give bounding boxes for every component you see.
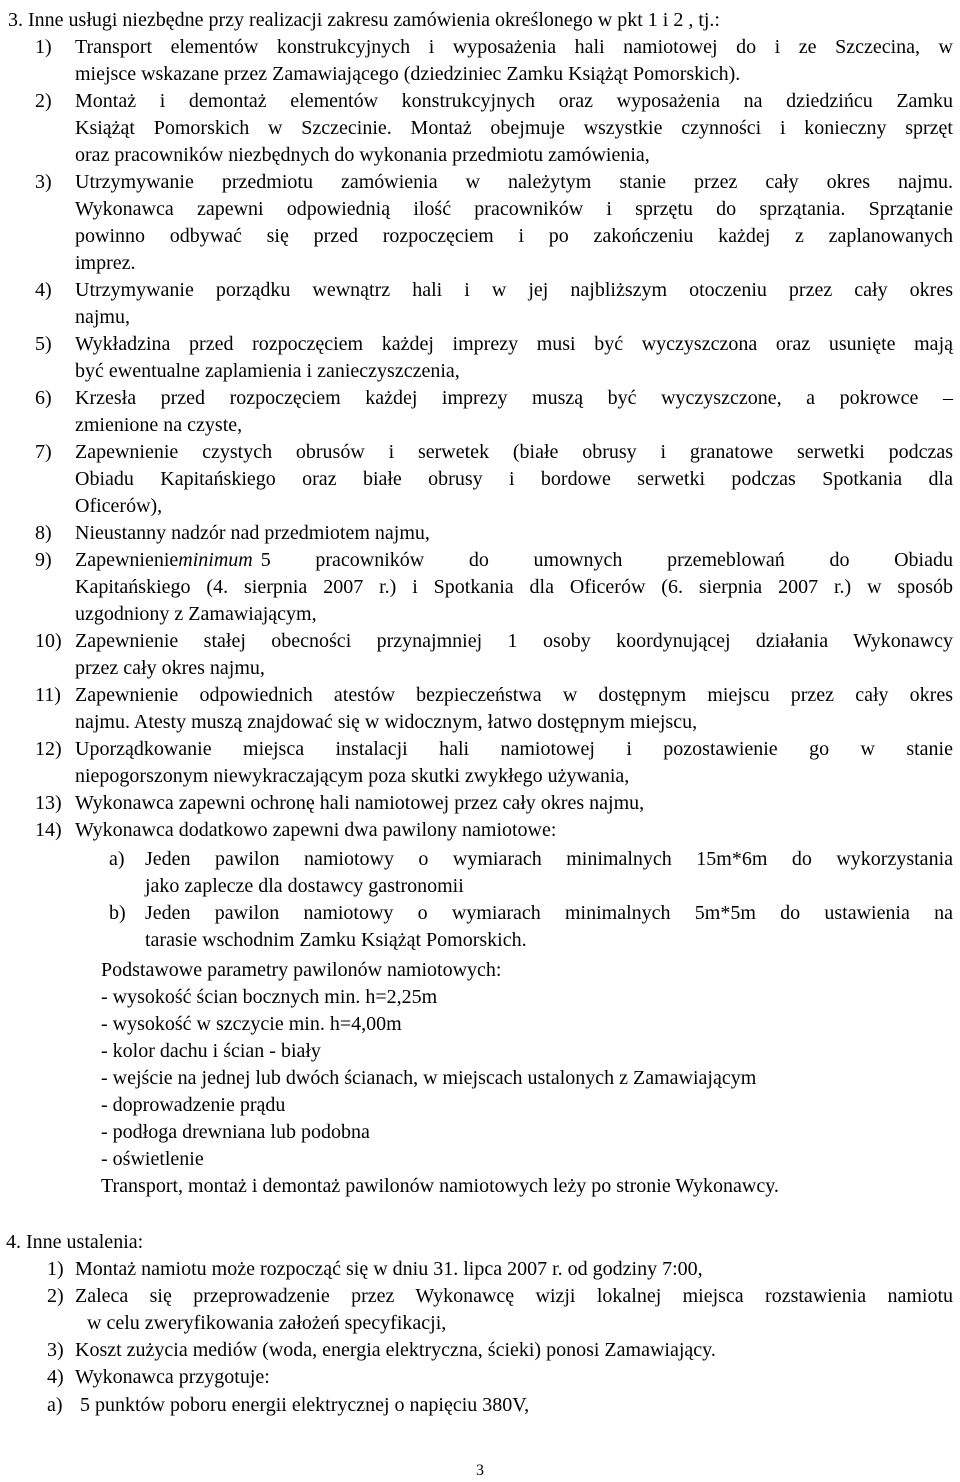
item-number: 3) <box>35 171 52 193</box>
item-number: 7) <box>35 441 52 463</box>
item-9-text-end: 5 pracowników do umownych przemeblowań do Obiadu <box>260 549 953 571</box>
item-number: 11) <box>35 684 61 706</box>
item-text-line: uzgodniony z Zamawiającym, <box>75 603 317 625</box>
item-text-line: Uporządkowanie miejsca instalacji hali namiotowej i pozostawienie go w stanie <box>75 738 953 760</box>
item-text-line: powinno odbywać się przed rozpoczęciem i po zakończeniu każdej z zaplanowanych <box>75 225 953 247</box>
item-text-line: niepogorszonym niewykraczającym poza skutki zwykłego używania, <box>75 765 630 787</box>
item-number: 6) <box>35 387 52 409</box>
item-text-line: Obiadu Kapitańskiego oraz białe obrusy i bordowe serwetki podczas Spotkania dla <box>75 468 953 490</box>
item-text-line: Koszt zużycia mediów (woda, energia elektryczna, ścieki) ponosi Zamawiający. <box>75 1339 716 1361</box>
item-number: 4) <box>47 1366 64 1388</box>
item-text-line: najmu, <box>75 306 130 328</box>
item-text-line: Krzesła przed rozpoczęciem każdej imprezy muszą być wyczyszczone, a pokrowce – <box>75 387 953 409</box>
item-number: 2) <box>35 90 52 112</box>
item-text-line: przez cały okres najmu, <box>75 657 265 679</box>
subitem-text-line: tarasie wschodnim Zamku Książąt Pomorskich. <box>145 929 527 951</box>
item-text-line: Wykonawca przygotuje: <box>75 1366 270 1388</box>
item-text-line: Wykonawca zapewni ochronę hali namiotowej przez cały okres najmu, <box>75 792 645 814</box>
page-number: 3 <box>476 1462 484 1479</box>
item-text-line: Wykonawca zapewni odpowiednią ilość pracowników i sprzętu do sprzątania. Sprzątanie <box>75 198 953 220</box>
subitem-letter: a) <box>109 848 125 870</box>
item-number: 12) <box>35 738 62 760</box>
item-text-line: Oficerów), <box>75 495 163 517</box>
item-text-line: miejsce wskazane przez Zamawiającego (dziedziniec Zamku Książąt Pomorskich). <box>75 63 741 85</box>
item-text-line: Montaż i demontaż elementów konstrukcyjnych oraz wyposażenia na dziedzińcu Zamku <box>75 90 953 112</box>
subitem-text-line: Jeden pawilon namiotowy o wymiarach minimalnych 5m*5m do ustawienia na <box>145 902 953 924</box>
item-text-line: Wykonawca dodatkowo zapewni dwa pawilony namiotowe: <box>75 819 557 841</box>
params-item: - podłoga drewniana lub podobna <box>101 1121 370 1143</box>
subitem-letter: b) <box>109 902 126 924</box>
item-text-line-mixed <box>75 547 953 574</box>
item-number: 1) <box>35 36 52 58</box>
item-number: 3) <box>47 1339 64 1361</box>
item-number: 14) <box>35 819 62 841</box>
item-text-line: Książąt Pomorskich w Szczecinie. Montaż obejmuje wszystkie czynności i konieczny sprzęt <box>75 117 953 139</box>
item-text-line: Wykładzina przed rozpoczęciem każdej imprezy musi być wyczyszczona oraz usunięte mają <box>75 333 953 355</box>
item-9-text-start: Zapewnienie <box>75 549 179 571</box>
params-item: - kolor dachu i ścian - biały <box>101 1040 321 1062</box>
item-number: 10) <box>35 630 62 652</box>
item-text-line: Zapewnienie czystych obrusów i serwetek (białe obrusy i granatowe serwetki podczas <box>75 441 953 463</box>
item-text-line: zmienione na czyste, <box>75 414 243 436</box>
item-number: 1) <box>47 1258 64 1280</box>
item-text-line: Zapewnienie odpowiednich atestów bezpieczeństwa w dostępnym miejscu przez cały okres <box>75 684 953 706</box>
subitem-text-line: Jeden pawilon namiotowy o wymiarach minimalnych 15m*6m do wykorzystania <box>145 848 953 870</box>
item-text-line: Utrzymywanie porządku wewnątrz hali i w jej najbliższym otoczeniu przez cały okres <box>75 279 953 301</box>
item-number: 9) <box>35 549 52 571</box>
section-3-heading: 3. Inne usługi niezbędne przy realizacji zakresu zamówienia określonego w pkt 1 i 2 , tj.: <box>8 9 720 31</box>
item-text-line: Kapitańskiego (4. sierpnia 2007 r.) i Spotkania dla Oficerów (6. sierpnia 2007 r.) w sposób <box>75 576 953 598</box>
item-text-line: najmu. Atesty muszą znajdować się w widocznym, łatwo dostępnym miejscu, <box>75 711 698 733</box>
item-number: 5) <box>35 333 52 355</box>
params-item: - wejście na jednej lub dwóch ścianach, w miejscach ustalonych z Zamawiającym <box>101 1067 757 1089</box>
item-text-line: być ewentualne zaplamienia i zanieczyszczenia, <box>75 360 460 382</box>
item-text-line: Montaż namiotu może rozpocząć się w dniu 31. lipca 2007 r. od godziny 7:00, <box>75 1258 703 1280</box>
section-4-heading: 4. Inne ustalenia: <box>6 1231 144 1253</box>
item-text-line: imprez. <box>75 252 136 274</box>
params-item: - doprowadzenie prądu <box>101 1094 286 1116</box>
item-text-line: Utrzymywanie przedmiotu zamówienia w należytym stanie przez cały okres najmu. <box>75 171 953 193</box>
item-text-line: 5 punktów poboru energii elektrycznej o napięciu 380V, <box>80 1394 530 1416</box>
params-item: - wysokość w szczycie min. h=4,00m <box>101 1013 402 1035</box>
subitem-letter: a) <box>47 1394 63 1416</box>
item-number: 4) <box>35 279 52 301</box>
item-text-line: Nieustanny nadzór nad przedmiotem najmu, <box>75 522 430 544</box>
item-number: 2) <box>47 1285 64 1307</box>
params-heading: Podstawowe parametry pawilonów namiotowych: <box>101 959 502 981</box>
item-text-line: Zapewnienie stałej obecności przynajmniej 1 osoby koordynującej działania Wykonawcy <box>75 630 953 652</box>
params-item: - oświetlenie <box>101 1148 204 1170</box>
params-item: - wysokość ścian bocznych min. h=2,25m <box>101 986 438 1008</box>
item-text-line: oraz pracowników niezbędnych do wykonania przedmiotu zamówienia, <box>75 144 650 166</box>
item-text-line: w celu zweryfikowania założeń specyfikacji, <box>87 1312 447 1334</box>
params-summary: Transport, montaż i demontaż pawilonów namiotowych leży po stronie Wykonawcy. <box>101 1175 779 1197</box>
item-number: 8) <box>35 522 52 544</box>
item-9-italic-word: minimum <box>178 549 253 571</box>
item-text-line: Transport elementów konstrukcyjnych i wyposażenia hali namiotowej do i ze Szczecina, w <box>75 36 953 58</box>
item-number: 13) <box>35 792 62 814</box>
item-text-line: Zaleca się przeprowadzenie przez Wykonawcę wizji lokalnej miejsca rozstawienia namiotu <box>75 1285 953 1307</box>
subitem-text-line: jako zaplecze dla dostawcy gastronomii <box>145 875 464 897</box>
